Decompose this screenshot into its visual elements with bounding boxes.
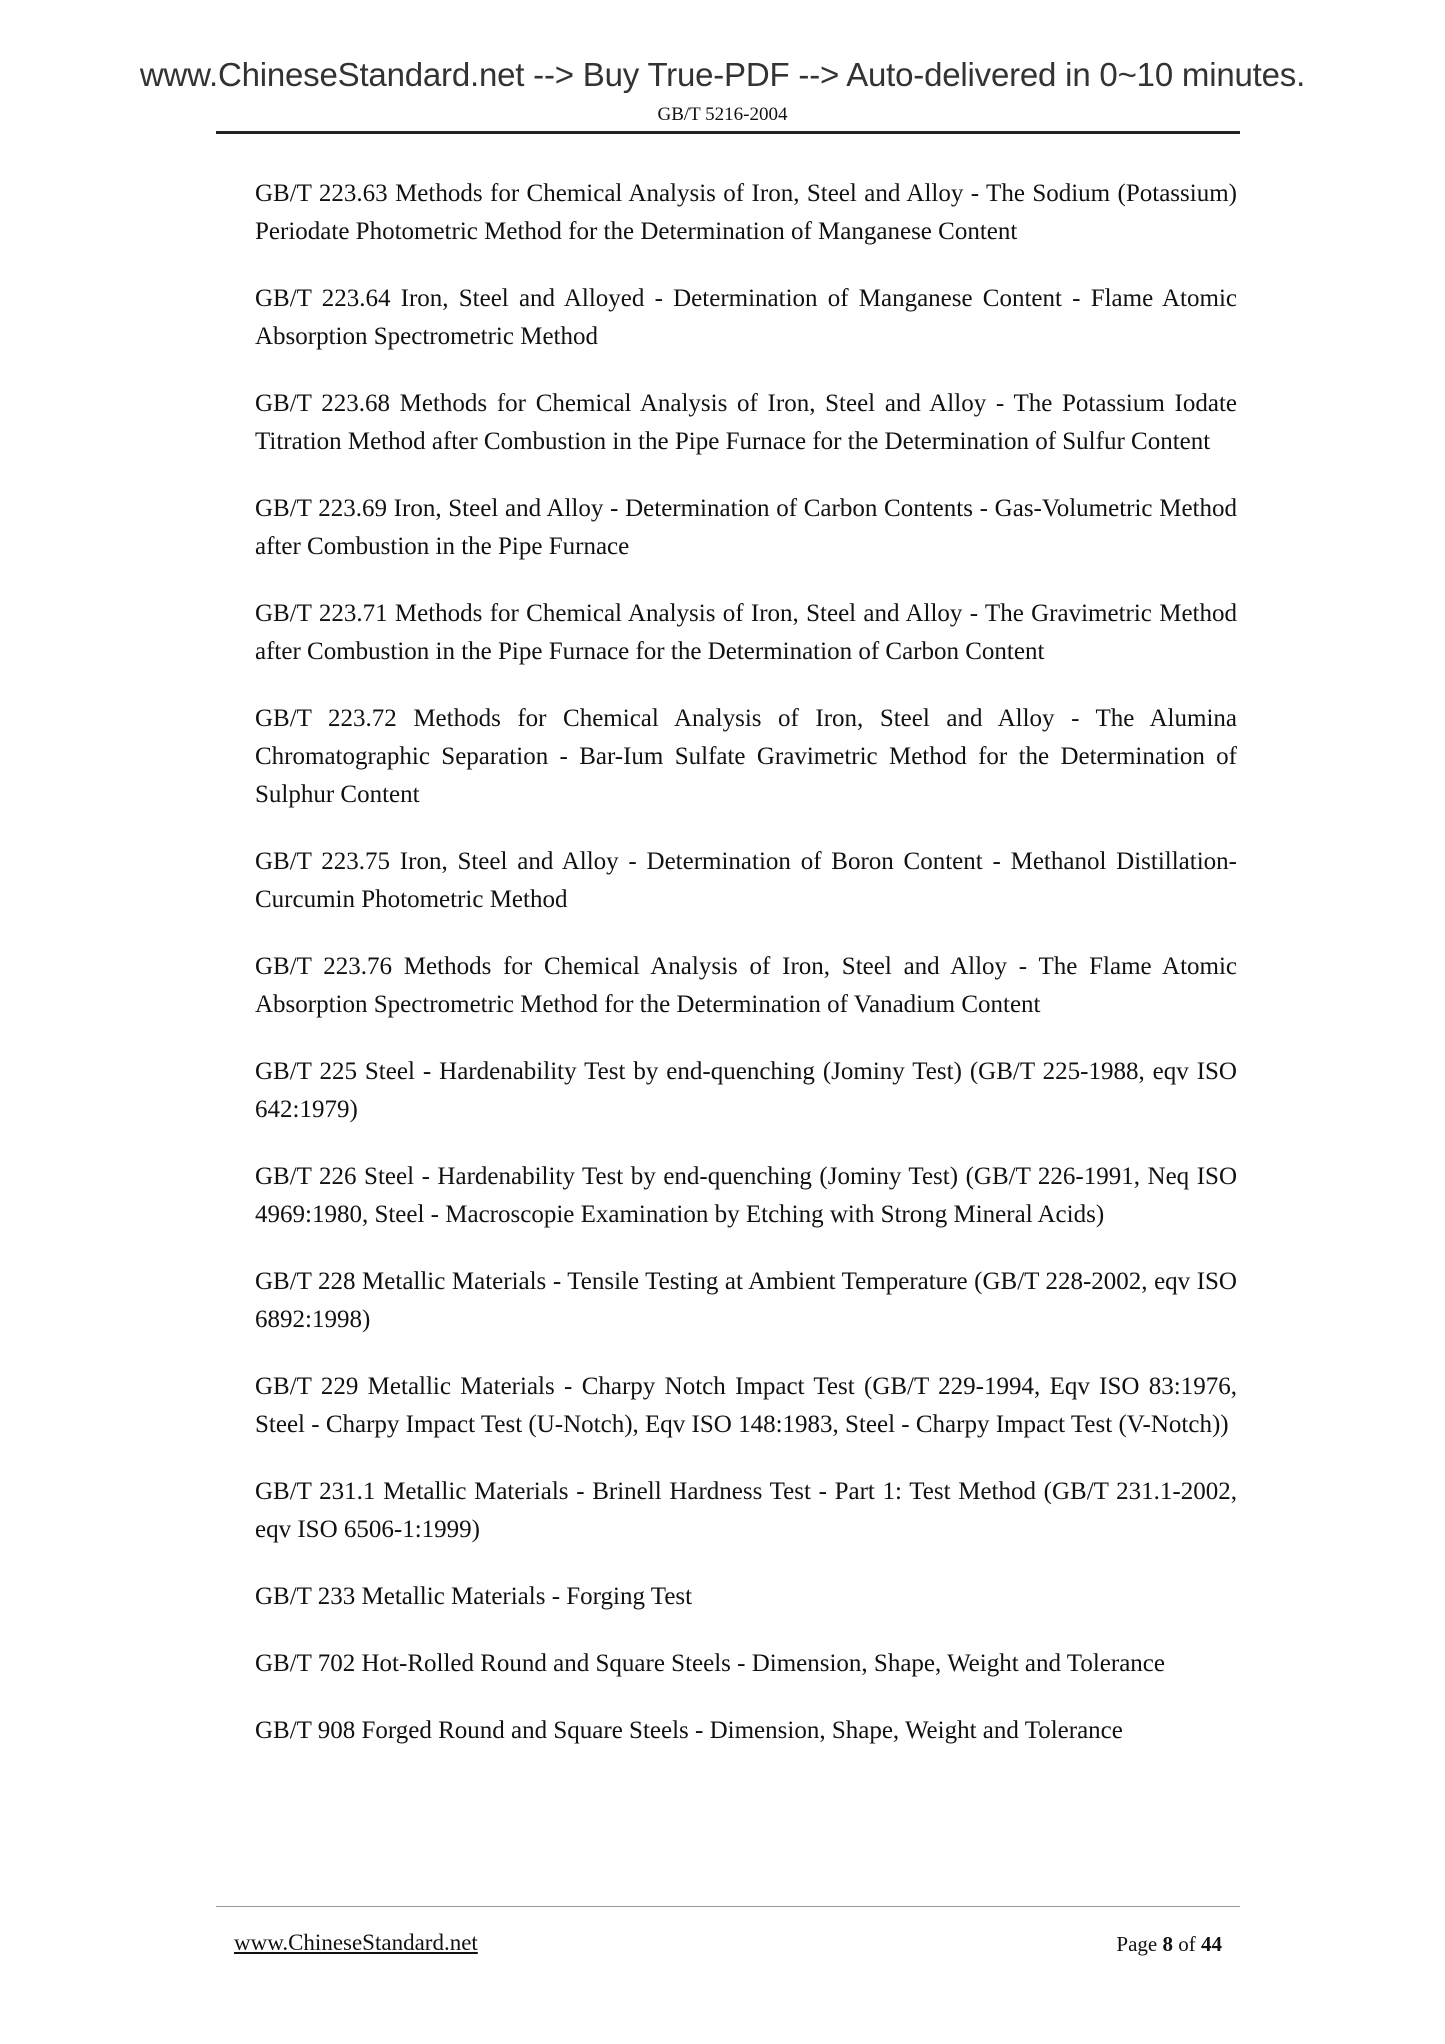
header-divider <box>216 131 1240 134</box>
page-number <box>1116 1932 1222 1957</box>
reference-item: GB/T 223.64 Iron, Steel and Alloyed - Determination of Manganese Content - Flame Atomic Absorption Spectrometric Method <box>255 285 1237 350</box>
reference-item: GB/T 223.63 Methods for Chemical Analysis of Iron, Steel and Alloy - The Sodium (Potassium) Periodate Photometric Method for the Determination of Manganese Content <box>255 180 1237 245</box>
reference-item: GB/T 223.75 Iron, Steel and Alloy - Determination of Boron Content - Methanol Distillation-Curcumin Photometric Method <box>255 848 1237 913</box>
reference-item: GB/T 223.72 Methods for Chemical Analysis of Iron, Steel and Alloy - The Alumina Chromatographic Separation - Bar-Ium Sulfate Gravimetric Method for the Determination of Sulphur Content <box>255 705 1237 808</box>
reference-item: GB/T 702 Hot-Rolled Round and Square Steels - Dimension, Shape, Weight and Tolerance <box>255 1650 1165 1677</box>
page-prefix: Page <box>1116 1932 1163 1956</box>
reference-item: GB/T 225 Steel - Hardenability Test by end-quenching (Jominy Test) (GB/T 225-1988, eqv ISO 642:1979) <box>255 1058 1237 1123</box>
reference-item: GB/T 228 Metallic Materials - Tensile Testing at Ambient Temperature (GB/T 228-2002, eqv ISO 6892:1998) <box>255 1268 1237 1333</box>
footer-divider <box>216 1906 1240 1907</box>
reference-item: GB/T 229 Metallic Materials - Charpy Notch Impact Test (GB/T 229-1994, Eqv ISO 83:1976, Steel - Charpy Impact Test (U-Notch), Eqv ISO 148:1983, Steel - Charpy Impact Test (V-Notch)) <box>255 1373 1237 1438</box>
reference-item: GB/T 223.68 Methods for Chemical Analysis of Iron, Steel and Alloy - The Potassium Iodate Titration Method after Combustion in the Pipe Furnace for the Determination of Sulfur Content <box>255 390 1237 455</box>
reference-item: GB/T 226 Steel - Hardenability Test by end-quenching (Jominy Test) (GB/T 226-1991, Neq ISO 4969:1980, Steel - Macroscopie Examination by Etching with Strong Mineral Acids) <box>255 1163 1237 1228</box>
reference-item: GB/T 231.1 Metallic Materials - Brinell Hardness Test - Part 1: Test Method (GB/T 231.1-2002, eqv ISO 6506-1:1999) <box>255 1478 1237 1543</box>
banner-text: www.ChineseStandard.net --> Buy True-PDF --> Auto-delivered in 0~10 minutes. <box>139 56 1306 93</box>
reference-item: GB/T 223.69 Iron, Steel and Alloy - Determination of Carbon Contents - Gas-Volumetric Method after Combustion in the Pipe Furnace <box>255 495 1237 560</box>
reference-item: GB/T 233 Metallic Materials - Forging Test <box>255 1583 693 1610</box>
document-id: GB/T 5216-2004 <box>657 104 788 125</box>
page-of: of <box>1173 1932 1201 1956</box>
reference-item: GB/T 223.71 Methods for Chemical Analysis of Iron, Steel and Alloy - The Gravimetric Method after Combustion in the Pipe Furnace for the Determination of Carbon Content <box>255 600 1237 665</box>
current-page: 8 <box>1162 1932 1173 1956</box>
total-pages: 44 <box>1201 1932 1222 1956</box>
reference-item: GB/T 908 Forged Round and Square Steels - Dimension, Shape, Weight and Tolerance <box>255 1717 1123 1744</box>
reference-item: GB/T 223.76 Methods for Chemical Analysis of Iron, Steel and Alloy - The Flame Atomic Absorption Spectrometric Method for the Determination of Vanadium Content <box>255 953 1237 1018</box>
footer-website-link[interactable]: www.ChineseStandard.net <box>234 1930 478 1955</box>
references-list <box>255 175 1237 1779</box>
